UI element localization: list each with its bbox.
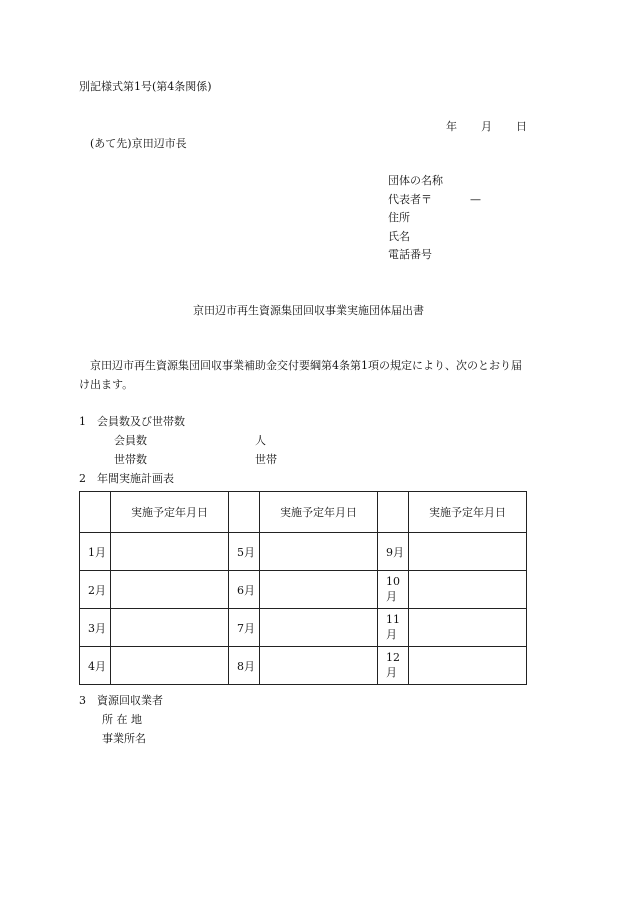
month-cell: 1月 (80, 533, 111, 571)
form-number: 別記様式第1号(第4条関係) (79, 80, 212, 93)
month-header-blank (229, 492, 260, 533)
date-cell[interactable] (260, 571, 378, 609)
month-cell: 10月 (378, 571, 409, 609)
date-cell[interactable] (409, 571, 527, 609)
month-cell: 12月 (378, 647, 409, 685)
section2-heading: 2 年間実施計画表 (79, 472, 174, 485)
households-label: 世帯数 (114, 453, 147, 466)
address-label: 住所 (388, 211, 410, 224)
body-text-line2: け出ます。 (79, 378, 134, 391)
date-cell[interactable] (111, 533, 229, 571)
section3-heading: 3 資源回収業者 (79, 694, 163, 707)
date-cell[interactable] (409, 533, 527, 571)
month-cell: 7月 (229, 609, 260, 647)
group-name-label: 団体の名称 (388, 174, 443, 187)
date-day: 日 (516, 120, 527, 133)
date-year: 年 (446, 120, 457, 133)
name-label: 氏名 (388, 230, 410, 243)
phone-label: 電話番号 (388, 248, 432, 261)
month-cell: 9月 (378, 533, 409, 571)
members-unit: 人 (255, 434, 266, 447)
date-cell[interactable] (260, 533, 378, 571)
table-header-row (80, 492, 527, 533)
month-cell: 5月 (229, 533, 260, 571)
date-cell[interactable] (111, 571, 229, 609)
date-cell[interactable] (260, 609, 378, 647)
month-cell: 3月 (80, 609, 111, 647)
month-header-blank (80, 492, 111, 533)
location-label: 所 在 地 (102, 713, 142, 726)
column-header: 実施予定年月日 (260, 492, 378, 533)
month-header-blank (378, 492, 409, 533)
document-title: 京田辺市再生資源集団回収事業実施団体届出書 (193, 304, 424, 317)
date-cell[interactable] (409, 609, 527, 647)
date-cell[interactable] (260, 647, 378, 685)
postal-dash: — (470, 193, 481, 206)
households-unit: 世帯 (255, 453, 277, 466)
body-text-line1: 京田辺市再生資源集団回収事業補助金交付要綱第4条第1項の規定により、次のとおり届 (90, 359, 522, 372)
month-cell: 2月 (80, 571, 111, 609)
table-row (80, 571, 527, 609)
table-row (80, 647, 527, 685)
month-cell: 8月 (229, 647, 260, 685)
members-label: 会員数 (114, 434, 147, 447)
date-cell[interactable] (111, 609, 229, 647)
representative-label: 代表者〒 (388, 193, 432, 206)
column-header: 実施予定年月日 (111, 492, 229, 533)
column-header: 実施予定年月日 (409, 492, 527, 533)
month-cell: 6月 (229, 571, 260, 609)
section1-heading: 1 会員数及び世帯数 (79, 415, 185, 428)
addressee: (あて先)京田辺市長 (90, 137, 187, 150)
date-cell[interactable] (409, 647, 527, 685)
table-row (80, 609, 527, 647)
annual-plan-table (79, 491, 527, 685)
table-row (80, 533, 527, 571)
month-cell: 11月 (378, 609, 409, 647)
date-cell[interactable] (111, 647, 229, 685)
date-month: 月 (481, 120, 492, 133)
office-name-label: 事業所名 (102, 732, 146, 745)
month-cell: 4月 (80, 647, 111, 685)
